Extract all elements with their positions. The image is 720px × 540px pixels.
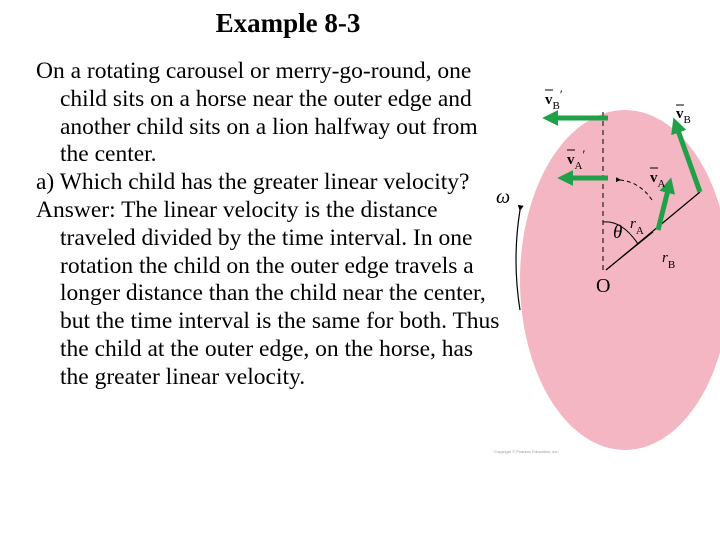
r-a-label: $r_A$ [630, 216, 644, 237]
origin-label: O [596, 275, 611, 297]
r-b-label: $r_B$ [662, 250, 676, 271]
omega-arrow [516, 210, 520, 310]
copyright-credit: Copyright © Pearson Education, Inc. [494, 449, 559, 454]
v-a-prime-label: $v_A'$ [567, 147, 586, 172]
v-b-label: $v_B$ [676, 106, 691, 126]
answer-text: Answer: The linear velocity is the distance traveled divided by the time interval. In one rotation the child on the outer edge travels a longer distance than the child near the center, but the time interval is the same for both. Thus the child at the outer edge, on the horse, has the greater linear velocity. [36, 196, 500, 390]
slide-title: Example 8-3 [215, 8, 361, 38]
question-a: a) Which child has the greater linear velocity? [36, 169, 470, 196]
omega-label: ω [496, 186, 511, 208]
v-b-prime-label: $v_B'$ [545, 87, 563, 112]
slide-body [36, 58, 501, 392]
carousel-figure [490, 70, 720, 470]
carousel-diagram [490, 70, 720, 470]
v-a-label: $v_A$ [650, 170, 666, 190]
problem-statement: On a rotating carousel or merry-go-round, one child sits on a horse near the outer edge and another child sits on a lion halfway out from the center. [36, 58, 478, 168]
theta-label: θ [613, 222, 623, 243]
